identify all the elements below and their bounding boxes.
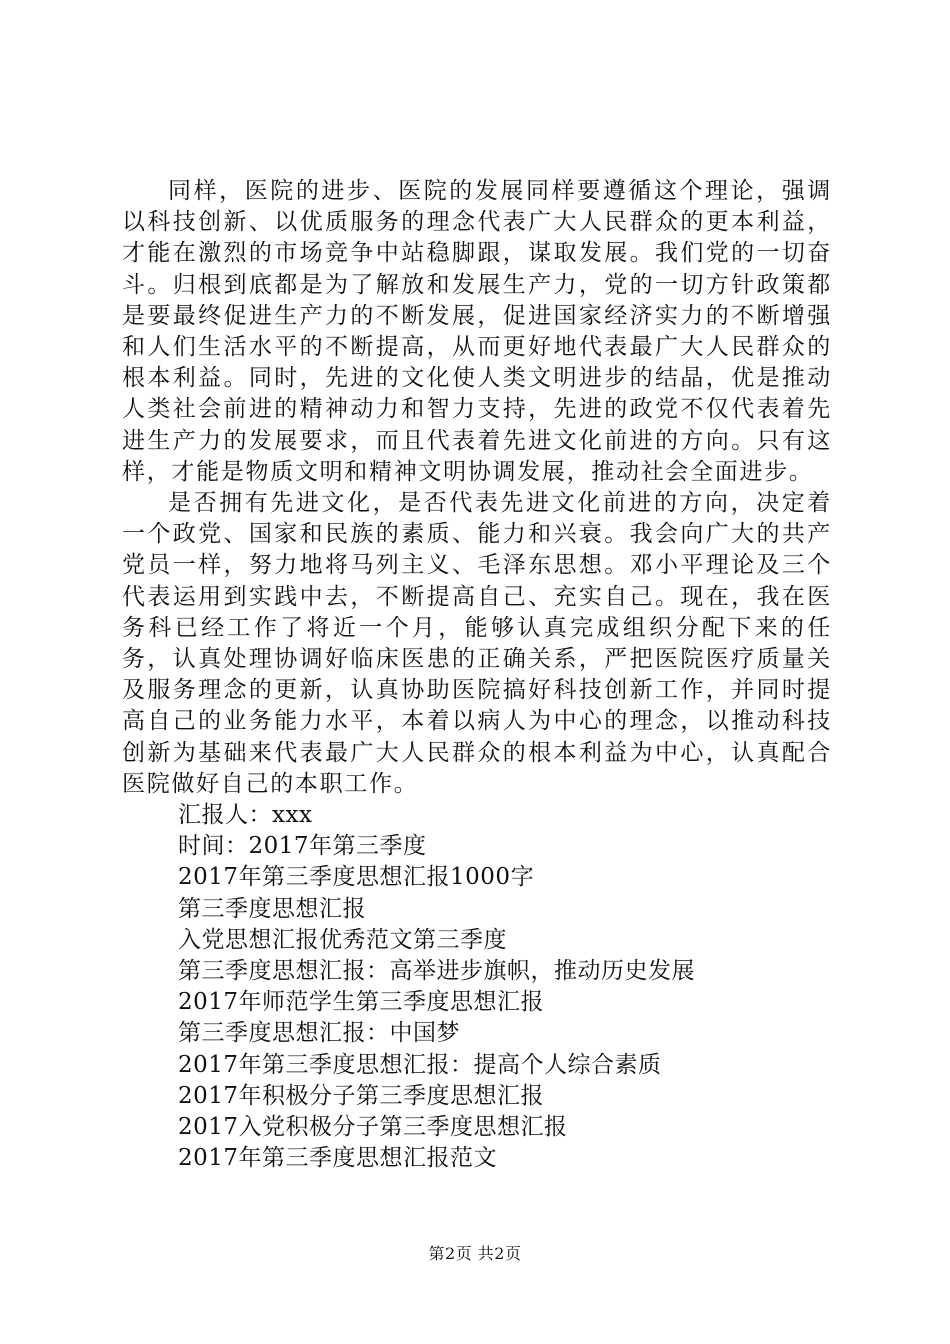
related-title: 第三季度思想汇报：高举进步旗帜，推动历史发展: [178, 958, 695, 985]
related-title: 2017年第三季度思想汇报：提高个人综合素质: [178, 1051, 662, 1078]
related-title: 入党思想汇报优秀范文第三季度: [178, 926, 507, 953]
related-title: 2017年积极分子第三季度思想汇报: [178, 1082, 545, 1109]
related-title: 第三季度思想汇报：中国梦: [178, 1020, 460, 1047]
related-title: 2017年第三季度思想汇报范文: [178, 1145, 498, 1172]
time-line: 时间：2017年第三季度: [178, 833, 427, 860]
document-body: [122, 176, 832, 1175]
paragraph-2: 是否拥有先进文化，是否代表先进文化前进的方向，决定着一个政党、国家和民族的素质、能力和兴衰。我会向广大的共产党员一样，努力地将马列主义、毛泽东思想。邓小平理论及三个代表运用到实践中去，不断提高自己、充实自己。现在，我在医务科已经工作了将近一个月，能够认真完成组织分配下来的任务，认真处理协调好临床医患的正确关系，严把医院医疗质量关及服务理念的更新，认真协助医院搞好科技创新工作，并同时提高自己的业务能力水平，本着以病人为中心的理念，以推动科技创新为基础来代表最广大人民群众的根本利益为中心，认真配合医院做好自己的本职工作。: [122, 490, 832, 797]
related-title: 2017年师范学生第三季度思想汇报: [178, 989, 545, 1016]
paragraph-1: 同样，医院的进步、医院的发展同样要遵循这个理论，强调以科技创新、以优质服务的理念代表广大人民群众的更本利益，才能在激烈的市场竞争中站稳脚跟，谋取发展。我们党的一切奋斗。归根到底都是为了解放和发展生产力，党的一切方针政策都是要最终促进生产力的不断发展，促进国家经济实力的不断增强和人们生活水平的不断提高，从而更好地代表最广大人民群众的根本利益。同时，先进的文化使人类文明进步的结晶，优是推动人类社会前进的精神动力和智力支持，先进的政党不仅代表着先进生产力的发展要求，而且代表着先进文化前进的方向。只有这样，才能是物质文明和精神文明协调发展，推动社会全面进步。: [122, 178, 832, 485]
related-title: 第三季度思想汇报: [178, 895, 366, 922]
signature-and-titles: [122, 800, 832, 1174]
reporter-line: 汇报人：xxx: [178, 802, 313, 829]
related-title: 2017入党积极分子第三季度思想汇报: [178, 1114, 568, 1141]
related-title: 2017年第三季度思想汇报1000字: [178, 864, 535, 891]
page-number-footer: 第2页 共2页: [428, 1244, 522, 1263]
